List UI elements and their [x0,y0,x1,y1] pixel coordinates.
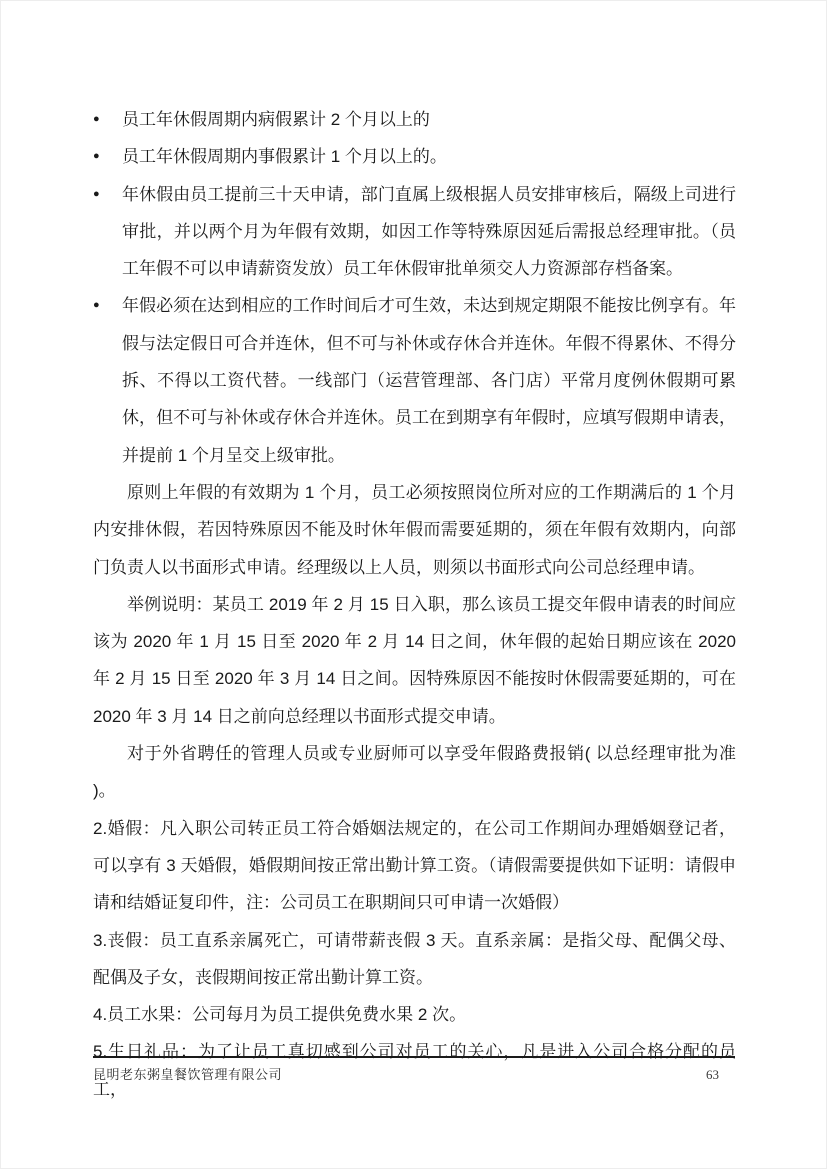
paragraph-birthday-gift: 5.生日礼品：为了让员工真切感到公司对员工的关心，凡是进入公司合格分配的员工， [93,1042,736,1099]
bullet-icon: ● [93,113,100,125]
paragraph-annual-leave-period: 原则上年假的有效期为 1 个月，员工必须按照岗位所对应的工作期满后的 1 个月内安排休假，若因特殊原因不能及时休年假而需要延期的，须在年假有效期内，向部门负责人以书面形式申请。经理级以上人员，则须以书面形式向公司总经理申请。 [93,482,736,577]
bullet-text-sick-leave: 员工年休假周期内病假累计 2 个月以上的 [122,110,430,129]
paragraph-example: 举例说明：某员工 2019 年 2 月 15 日入职，那么该员工提交年假申请表的时间应该为 2020 年 1 月 15 日至 2020 年 2 月 14 日之间，休年假的起始日期应该在 2020 年 2 月 15 日至 2020 年 3 月 14 日之间。因特殊原因不能按时休假需要延期的，可在 2020 年 3 月 14 日之前向总经理以书面形式提交申请。 [93,594,736,726]
footer-row [93,1058,735,1083]
paragraph-bereavement-leave: 3.丧假：员工直系亲属死亡，可请带薪丧假 3 天。直系亲属：是指父母、配偶父母、配偶及子女，丧假期间按正常出勤计算工资。 [93,930,736,987]
paragraph-travel-reimbursement: 对于外省聘任的管理人员或专业厨师可以享受年假路费报销( 以总经理审批为准 )。 [93,744,736,801]
bullet-item [93,138,736,175]
page-footer [93,1056,735,1083]
bullet-text-annual-leave-validity: 年假必须在达到相应的工作时间后才可生效，未达到规定期限不能按比例享有。年假与法定假日可合并连休，但不可与补休或存休合并连休。年假不得累休、不得分拆、不得以工资代替。一线部门（运营管理部、各门店）平常月度例休假期可累休，但不可与补休或存休合并连休。员工在到期享有年假时，应填写假期申请表，并提前 1 个月呈交上级审批。 [122,296,736,465]
paragraph-marriage-leave: 2.婚假：凡入职公司转正员工符合婚姻法规定的，在公司工作期间办理婚姻登记者，可以享有 3 天婚假，婚假期间按正常出勤计算工资。（请假需要提供如下证明：请假申请和结婚证复印件，注：公司员工在职期间只可申请一次婚假） [93,818,736,913]
bullet-text-personal-leave: 员工年休假周期内事假累计 1 个月以上的。 [122,147,447,167]
document-body [93,101,736,1108]
bullet-item [93,176,736,288]
bullet-icon: ● [93,150,100,163]
bullet-icon: ● [93,299,100,312]
page-number: 63 [706,1067,719,1082]
footer-company-name: 昆明老东粥皇餐饮管理有限公司 [93,1067,283,1082]
bullet-icon: ● [93,187,100,200]
bullet-item [93,101,736,138]
bullet-item [93,287,736,473]
bullet-text-annual-leave-application: 年休假由员工提前三十天申请，部门直属上级根据人员安排审核后，隔级上司进行审批，并以两个月为年假有效期，如因工作等特殊原因延后需报总经理审批。（员工年假不可以申请薪资发放）员工年休假审批单须交人力资源部存档备案。 [122,184,736,279]
paragraph-employee-fruit: 4.员工水果：公司每月为员工提供免费水果 2 次。 [93,1005,467,1025]
